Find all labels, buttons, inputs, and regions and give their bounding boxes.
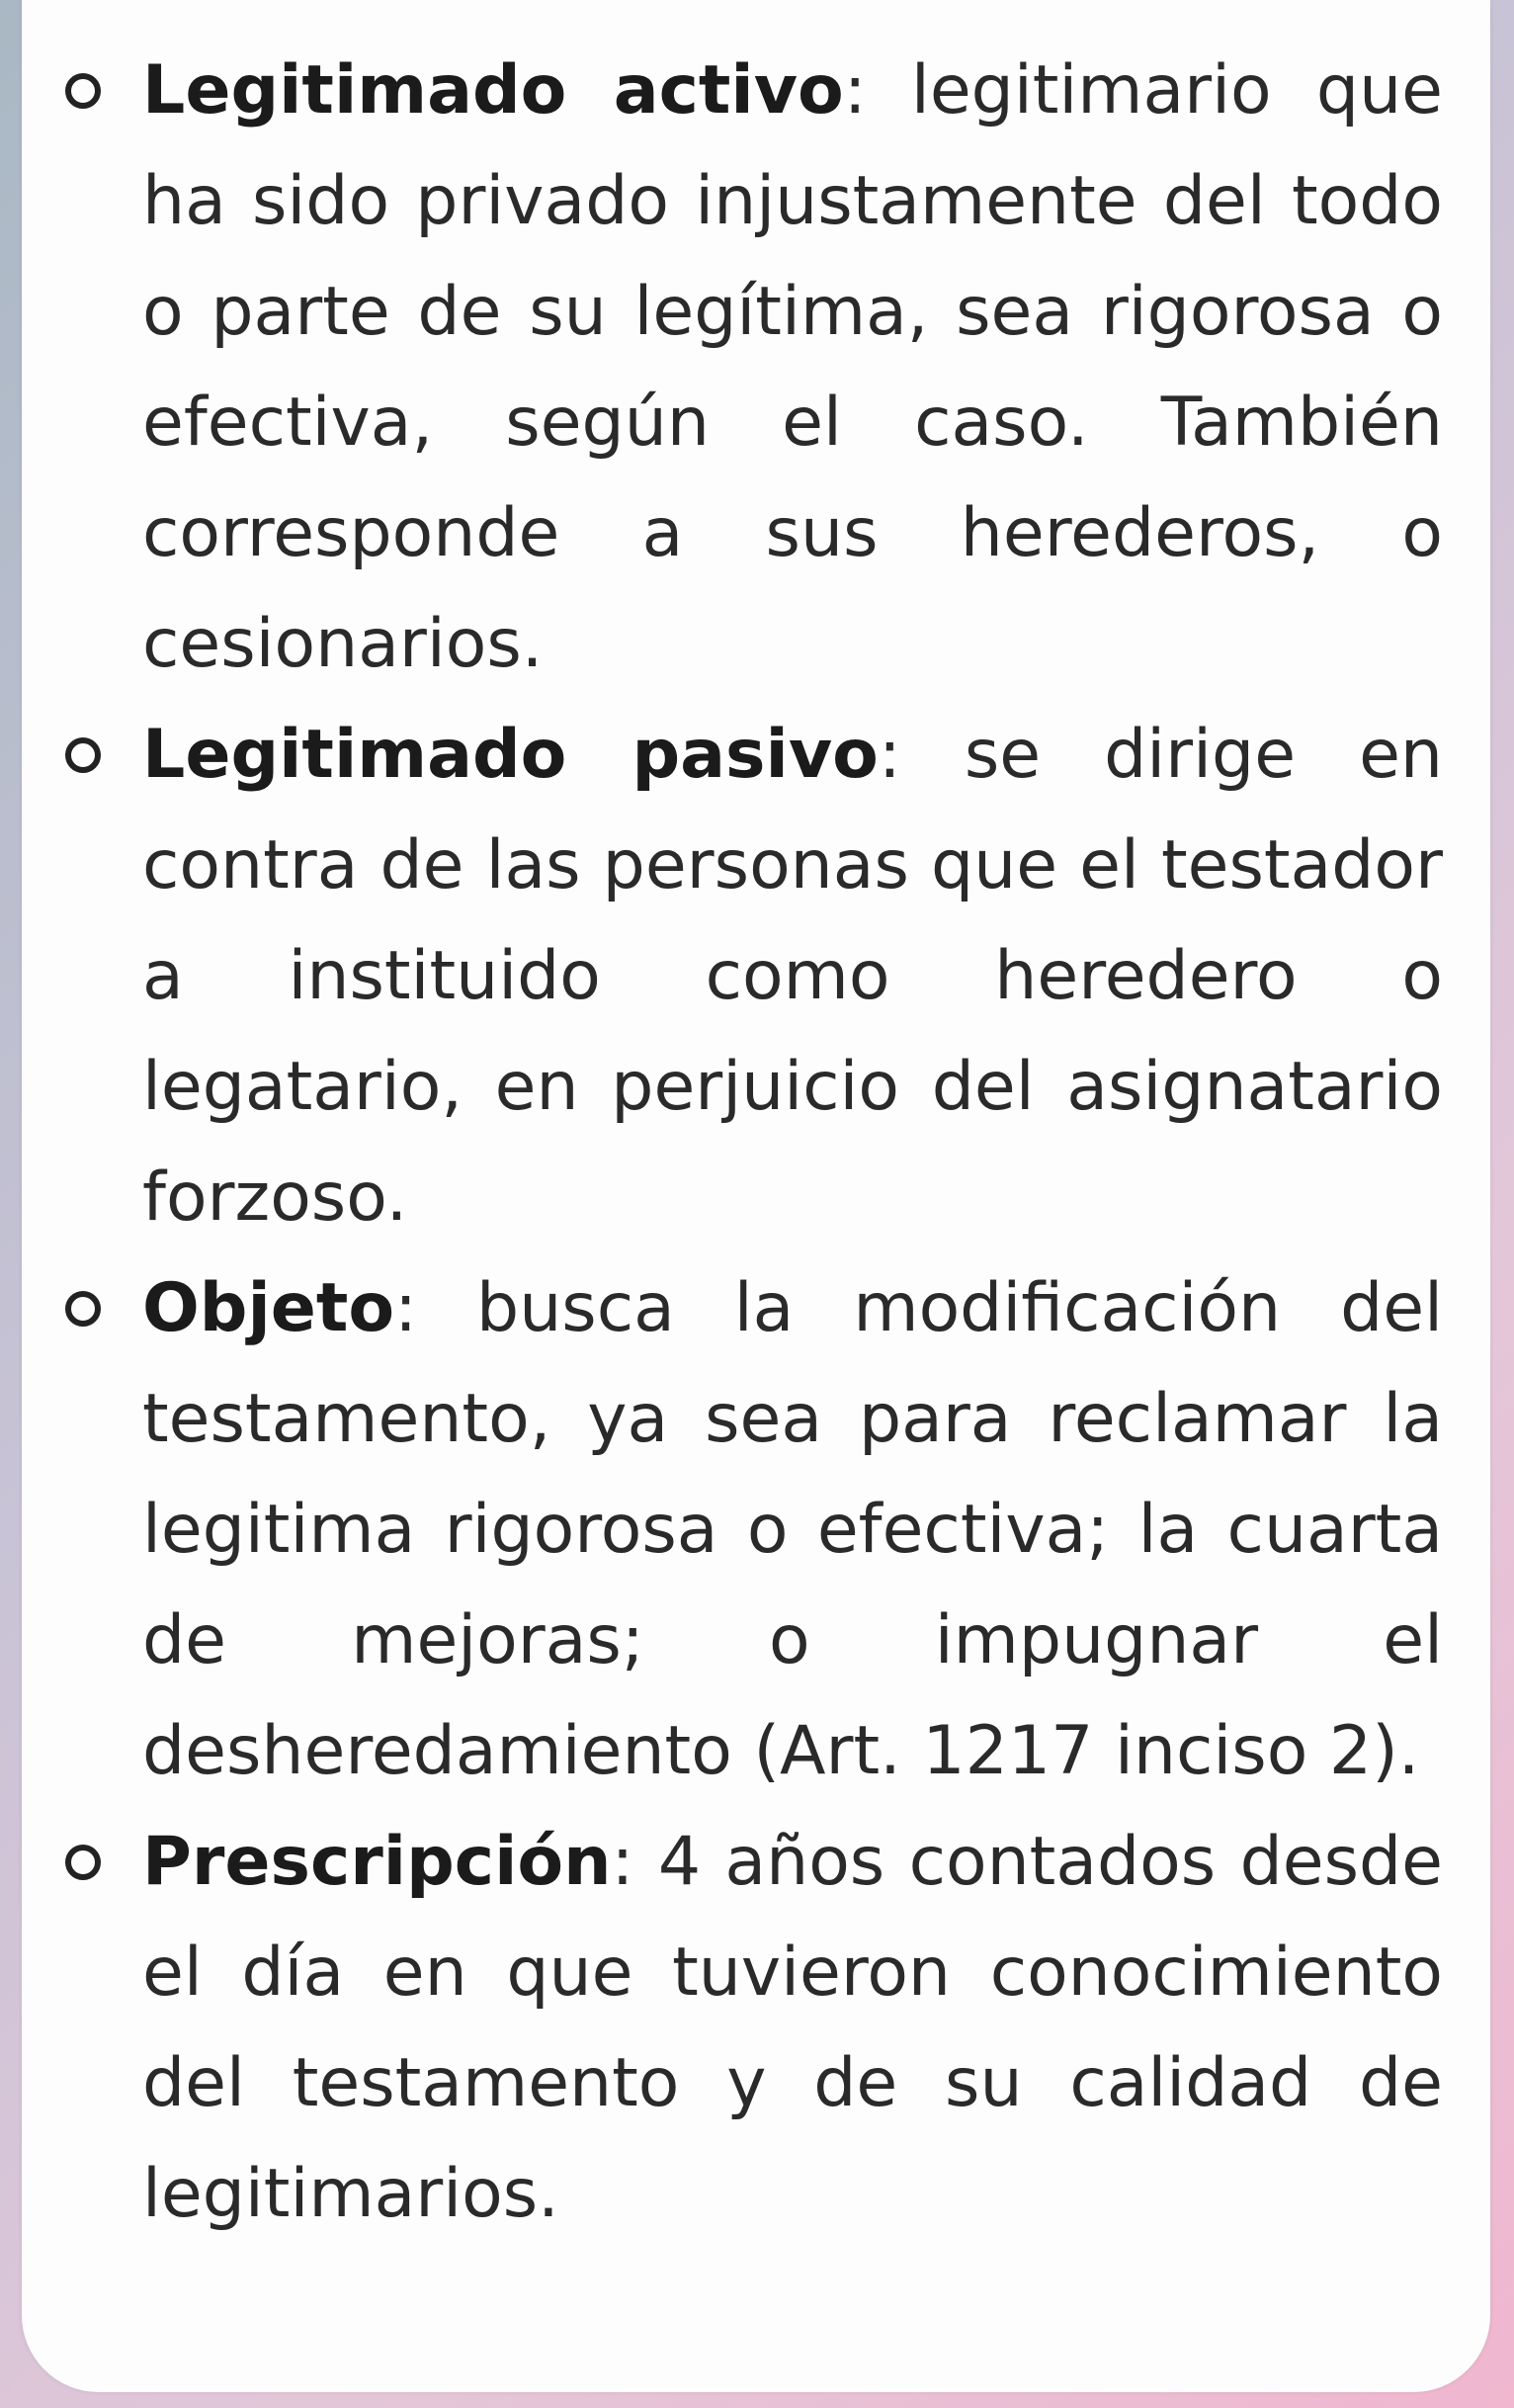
list-item-legitimado-pasivo (22, 700, 1490, 1253)
hollow-circle-bullet-icon (65, 1845, 101, 1880)
hollow-circle-bullet-icon (65, 737, 101, 773)
term-label: Prescripción (142, 1823, 612, 1901)
list-item-legitimado-activo (22, 36, 1490, 700)
definition-text: : legitimario que ha sido privado injustamente del todo o parte de su legítima, sea rigorosa o efectiva, según el caso. También corresponde a sus herederos, o cesionarios. (142, 51, 1443, 683)
definition-text: : busca la modificación del testamento, ya sea para reclamar la legitima rigorosa o efectiva; la cuarta de mejoras; o impugnar el desheredamiento (Art. 1217 inciso 2). (142, 1269, 1443, 1790)
list-item-objeto (22, 1253, 1490, 1807)
document-card (22, 0, 1490, 2392)
term-label: Legitimado pasivo (142, 716, 879, 794)
bullet-list (22, 0, 1490, 2250)
term-label: Legitimado activo (142, 51, 844, 129)
hollow-circle-bullet-icon (65, 1291, 101, 1327)
definition-text: : se dirige en contra de las personas que el testador a instituido como heredero o legatario, en perjuicio del asignatario forzoso. (142, 716, 1443, 1237)
list-item-prescripcion (22, 1807, 1490, 2250)
definition-text: : 4 años contados desde el día en que tuvieron conocimiento del testamento y de su calidad de legitimarios. (142, 1823, 1443, 2233)
hollow-circle-bullet-icon (65, 73, 101, 109)
term-label: Objeto (142, 1269, 395, 1347)
